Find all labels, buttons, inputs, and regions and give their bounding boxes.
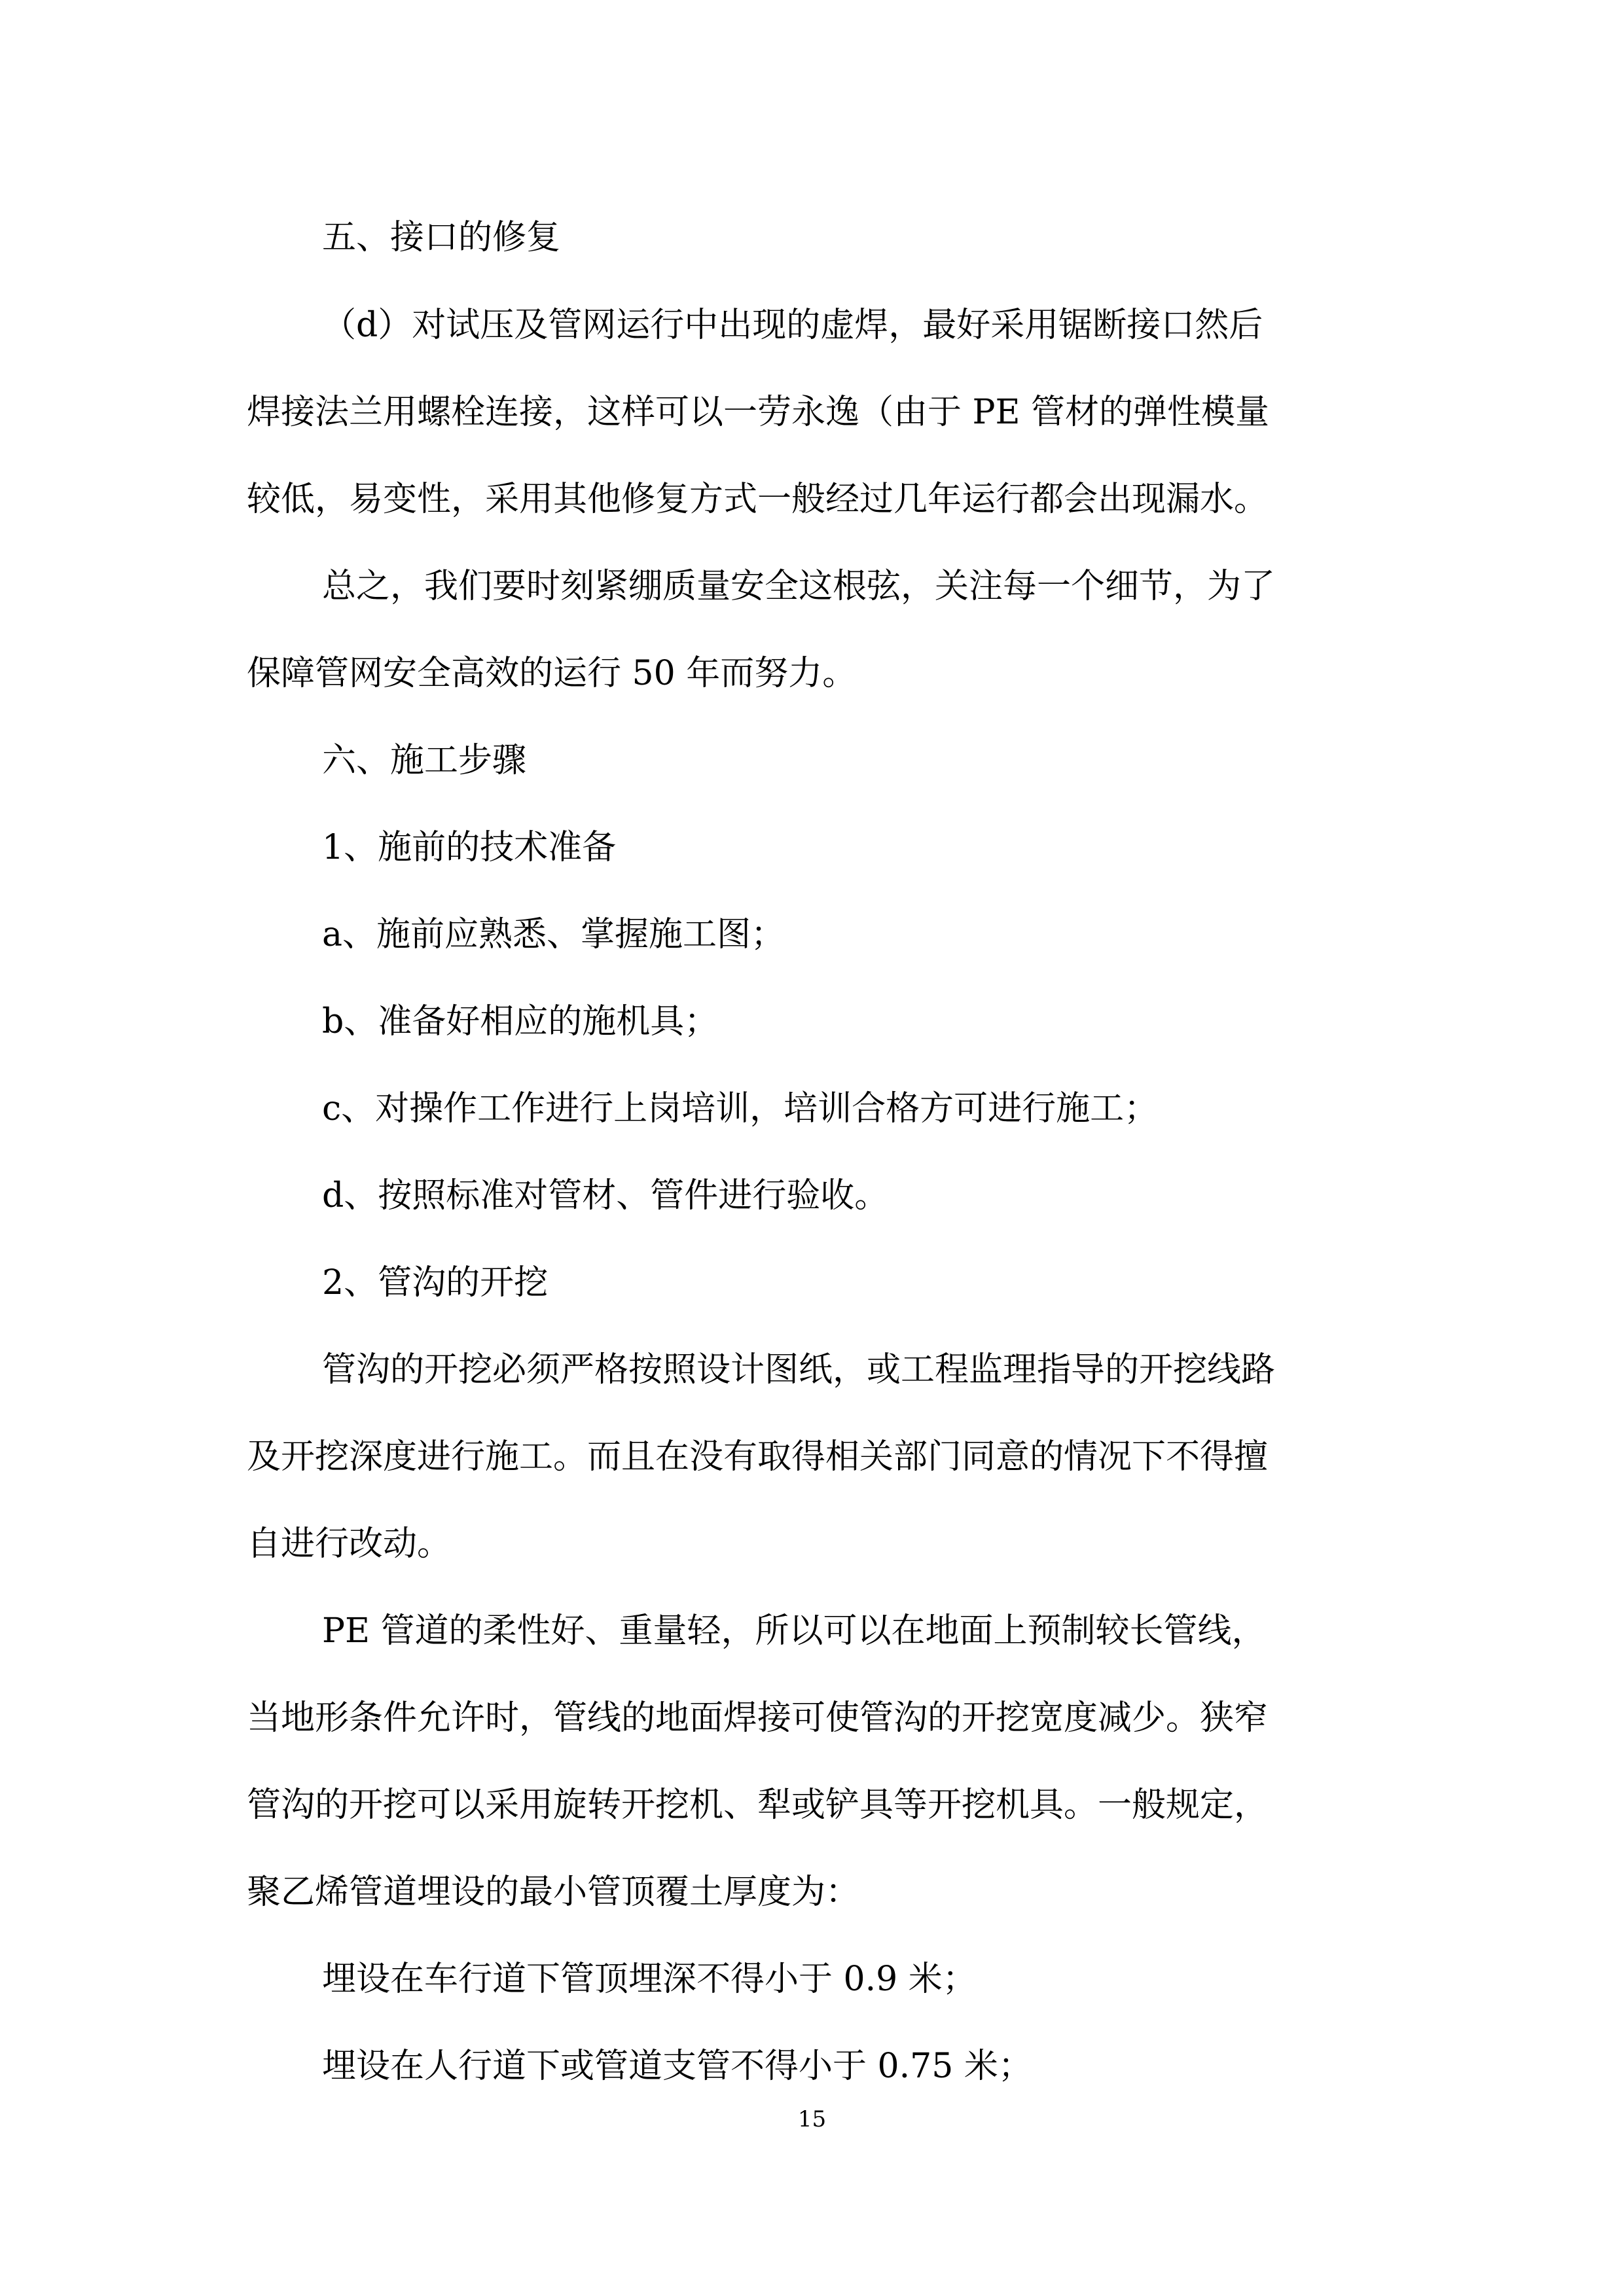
paragraph-line: PE 管道的柔性好、重量轻，所以可以在地面上预制较长管线， xyxy=(322,1611,1266,1651)
list-item: c、对操作工作进行上岗培训，培训合格方可进行施工； xyxy=(322,1089,1159,1128)
paragraph-line: 埋设在车行道下管顶埋深不得小于 0.9 米； xyxy=(322,1960,977,1999)
paragraph-line: 保障管网安全高效的运行 50 年而努力。 xyxy=(247,654,857,693)
paragraph-line: 管沟的开挖可以采用旋转开挖机、犁或铲具等开挖机具。一般规定， xyxy=(247,1785,1269,1825)
paragraph-line: 管沟的开挖必须严格按照设计图纸，或工程监理指导的开挖线路 xyxy=(322,1350,1276,1390)
paragraph-line: 当地形条件允许时，管线的地面焊接可使管沟的开挖宽度减少。狭窄 xyxy=(247,1698,1269,1738)
subsection-heading-trench-excavation: 2、管沟的开挖 xyxy=(322,1263,549,1302)
subsection-heading-technical-preparation: 1、施前的技术准备 xyxy=(322,828,617,867)
section-heading-construction-steps: 六、施工步骤 xyxy=(322,741,527,780)
page-number: 15 xyxy=(797,2106,827,2132)
section-heading-interface-repair: 五、接口的修复 xyxy=(322,218,561,257)
paragraph-line: 及开挖深度进行施工。而且在没有取得相关部门同意的情况下不得擅 xyxy=(247,1437,1269,1477)
paragraph-line: 埋设在人行道下或管道支管不得小于 0.75 米； xyxy=(322,2047,1032,2086)
paragraph-line: 较低，易变性，采用其他修复方式一般经过几年运行都会出现漏水。 xyxy=(247,480,1269,519)
paragraph-line: 聚乙烯管道埋设的最小管顶覆土厚度为： xyxy=(247,1873,860,1912)
paragraph-line: （d）对试压及管网运行中出现的虚焊，最好采用锯断接口然后 xyxy=(322,306,1263,345)
paragraph-line: 总之，我们要时刻紧绷质量安全这根弦，关注每一个细节，为了 xyxy=(322,567,1276,606)
list-item: b、准备好相应的施机具； xyxy=(322,1002,719,1041)
list-item: d、按照标准对管材、管件进行验收。 xyxy=(322,1176,889,1215)
paragraph-line: 焊接法兰用螺栓连接，这样可以一劳永逸（由于 PE 管材的弹性模量 xyxy=(247,393,1270,432)
list-item: a、施前应熟悉、掌握施工图； xyxy=(322,915,785,954)
paragraph-line: 自进行改动。 xyxy=(247,1524,452,1564)
